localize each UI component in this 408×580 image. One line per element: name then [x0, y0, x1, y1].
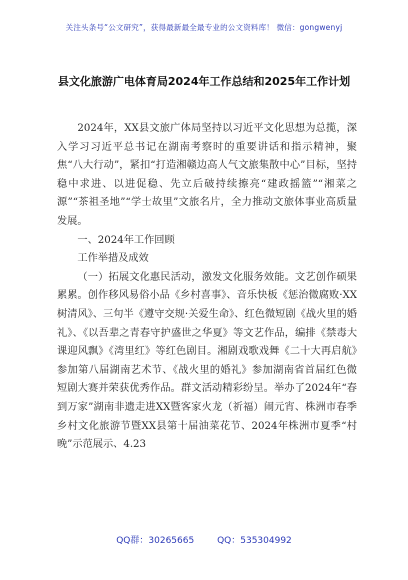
footer-qq: QQ：535304992 [217, 536, 292, 546]
subsection-heading: 工作举措及成效 [77, 253, 149, 265]
document-title: 县文化旅游广电体育局2024年工作总结和2025年工作计划 [57, 75, 351, 88]
body-paragraph: （一）拓展文化惠民活动，激发文化服务效能。文艺创作硕果累累。创作移风易俗小品《乡村喜事》、音乐快板《惩治微腐败·XX树清风》、三句半《遵守交规·关爱生命》、红色微短剧《战火里的婚礼》、《以吾辈之青春守护盛世之华夏》等文艺作品，编排《禁毒大课迎风飘》《湾里红》等红色剧目。湘剧戏歌戏舞《二十大再启航》参加第八届湖南艺术节、《战火里的婚礼》参加湖南省首届红色微短剧大赛并荣获优秀作品。群文活动精彩纷呈。举办了2024年“春到万家”湖南非遗走进XX暨客家火龙（祈福）闹元宵、株洲市春季乡村文化旅游节暨XX县第十届油菜花节、2024年株洲市夏季“村晚”示范展示、4.23 [57, 271, 357, 451]
section-heading: 一、2024年工作回顾 [77, 234, 175, 246]
document-body [57, 120, 357, 455]
intro-paragraph: 2024年，XX县文旅广体局坚持以习近平文化思想为总揽，深入学习习近平总书记在湖南考察时的重要讲话和指示精神，聚焦“八大行动”，紧扣“打造湘赣边高人气文旅集散中心”目标，坚持稳中求进、以进促稳、先立后破持续擦亮“建政摇篮”“湘菜之源”“茶祖圣地”“学士故里”文旅名片，全力推动文旅体事业高质量发展。 [57, 123, 357, 227]
header-promo-note: 关注头条号“公文研究”，获得最新最全最专业的公文资料库！ 微信：gongwenyj [65, 23, 343, 32]
footer-contact [0, 533, 408, 546]
footer-qq-group: QQ群：30265665 [116, 536, 195, 546]
